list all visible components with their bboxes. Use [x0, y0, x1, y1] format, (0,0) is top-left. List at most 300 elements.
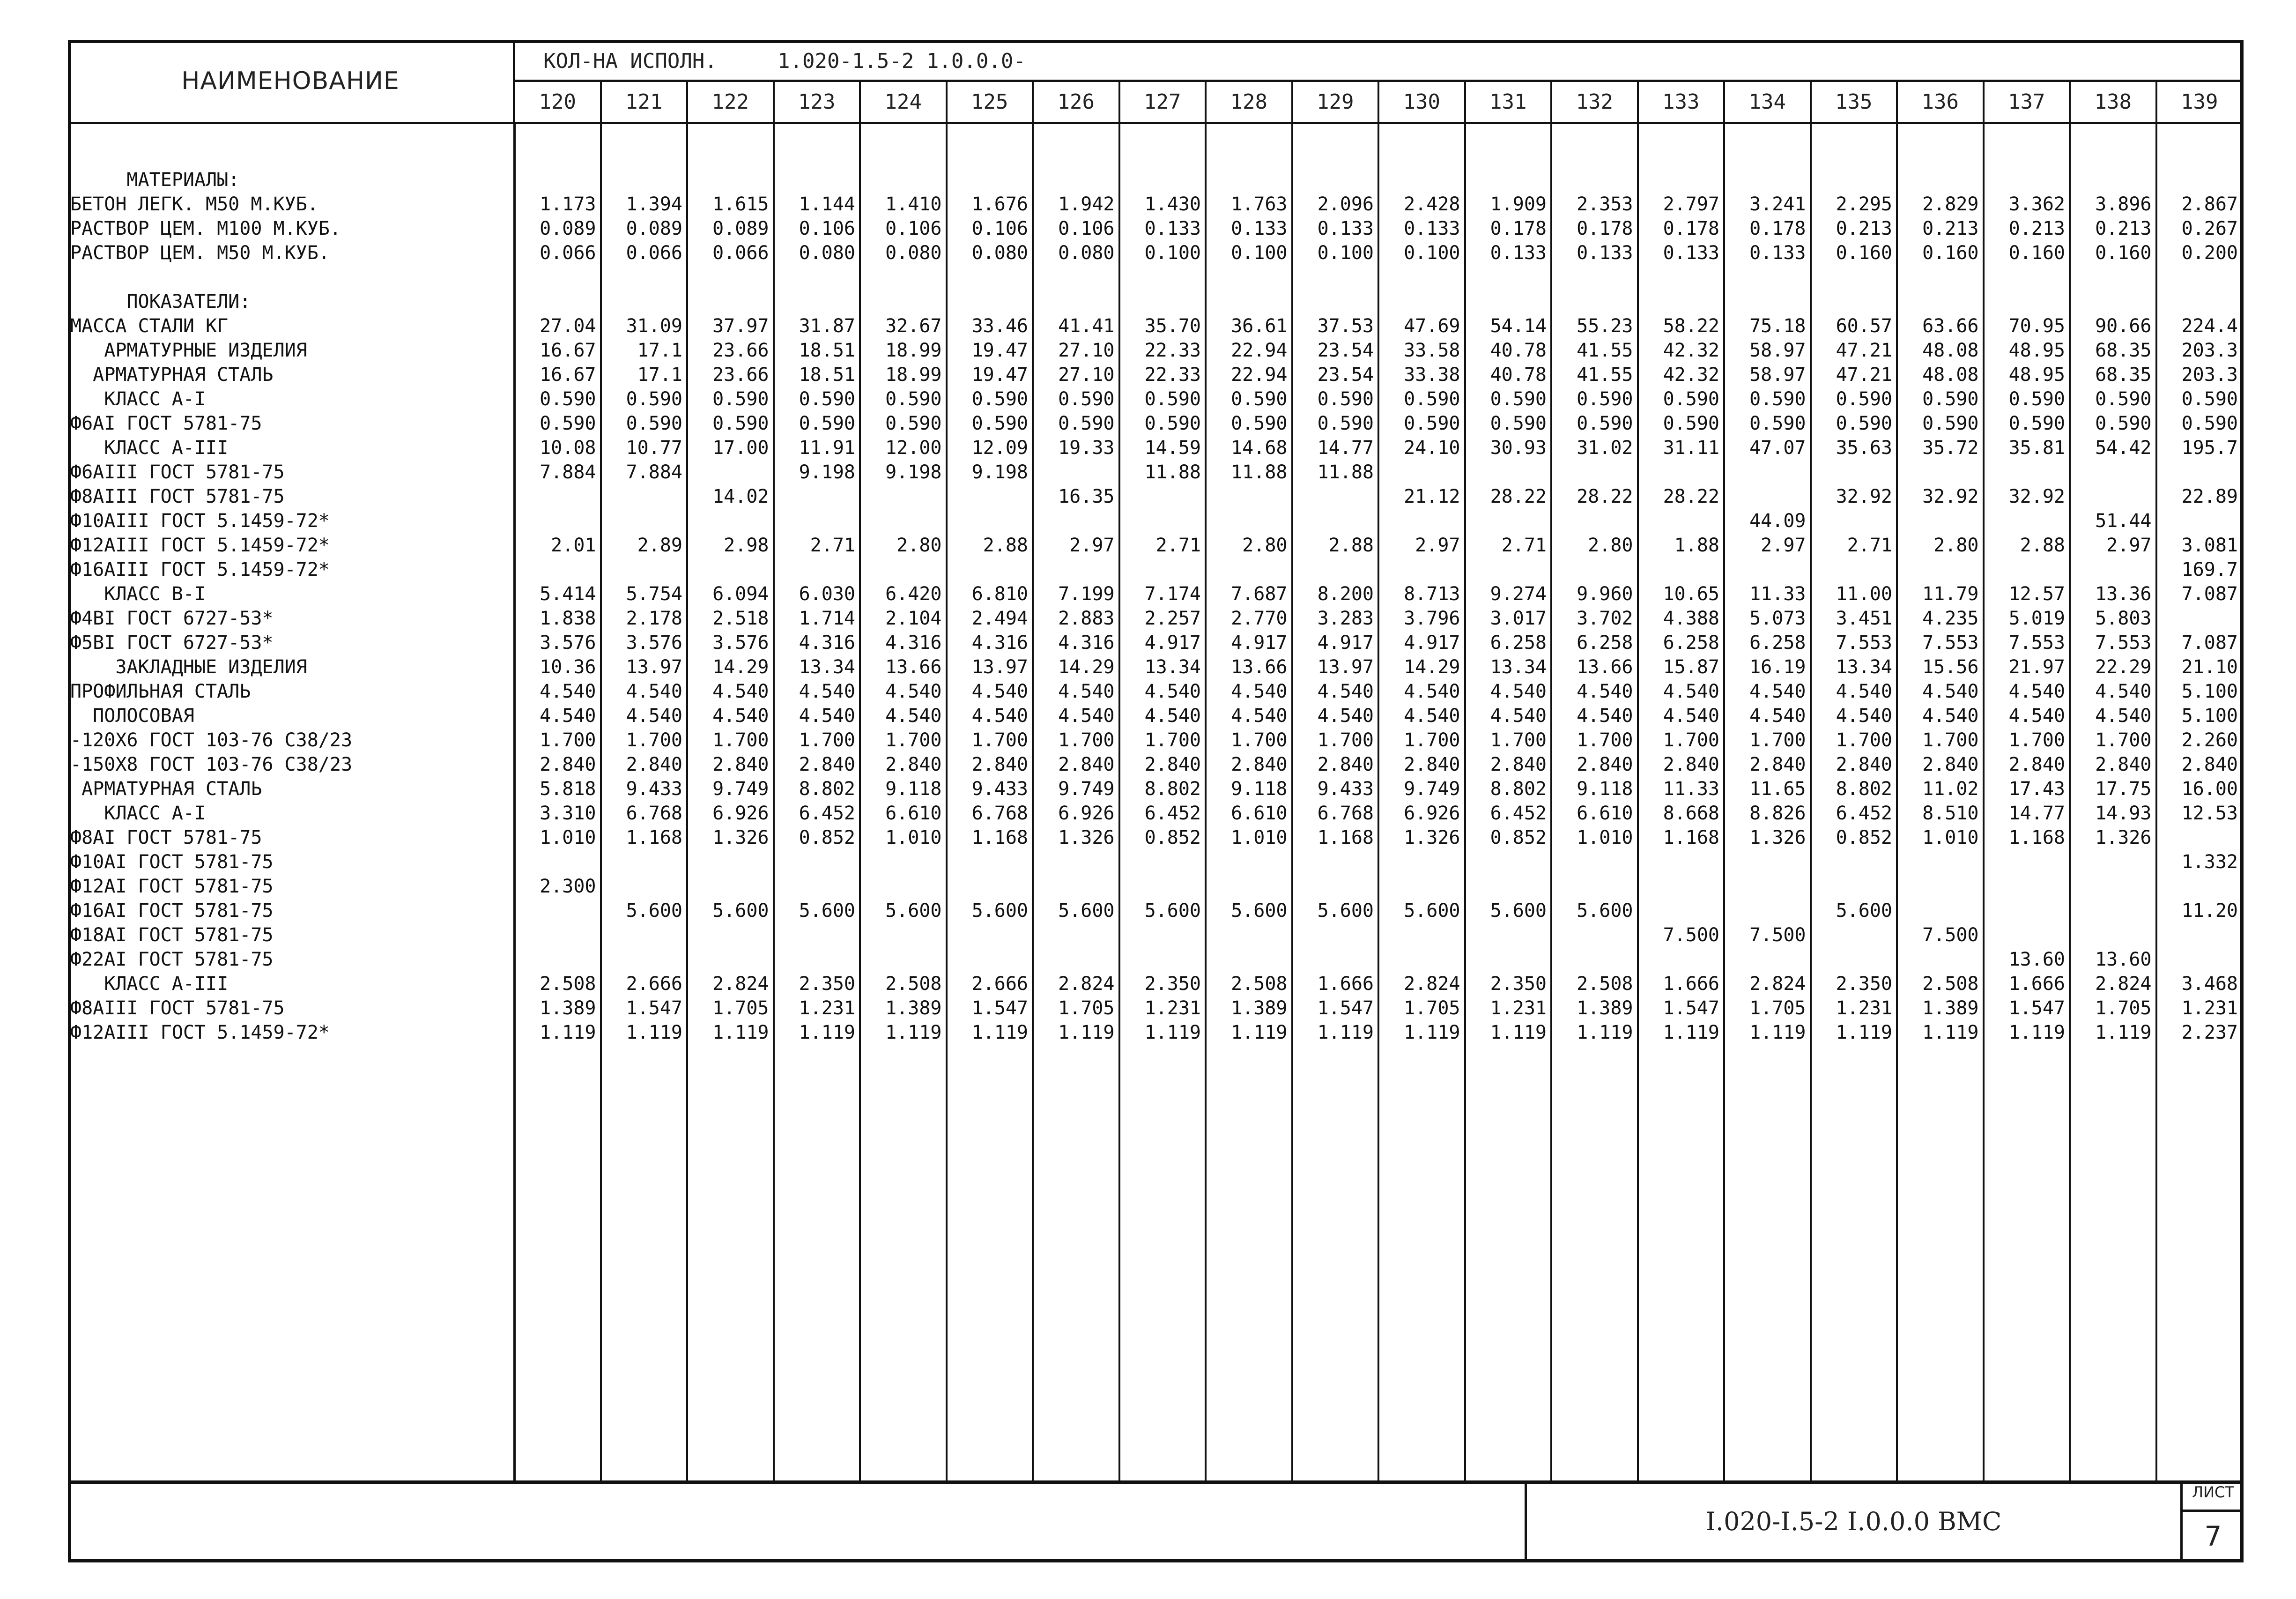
table-cell: 2.508 — [1577, 973, 1633, 995]
table-cell: 1.231 — [1144, 997, 1201, 1019]
table-cell: 1.700 — [885, 729, 942, 751]
table-cell: 7.199 — [1058, 583, 1115, 605]
table-cell: 1.700 — [1317, 729, 1374, 751]
table-cell: 18.51 — [799, 340, 855, 361]
table-cell: 13.34 — [1836, 656, 1892, 678]
table-cell: 42.32 — [1663, 364, 1719, 386]
table-cell: 0.213 — [1922, 218, 1979, 239]
column-header-138: 138 — [2071, 82, 2157, 124]
sheet-frame — [68, 40, 2244, 1562]
table-cell: 1.326 — [1058, 827, 1115, 848]
table-cell: 6.258 — [1749, 632, 1806, 654]
table-cell: 0.178 — [1749, 218, 1806, 239]
table-cell: 18.99 — [885, 364, 942, 386]
table-cell: 41.55 — [1577, 340, 1633, 361]
table-cell: 0.590 — [971, 388, 1028, 410]
table-cell: 31.09 — [626, 315, 682, 337]
table-cell: 70.95 — [2008, 315, 2065, 337]
table-cell: 0.133 — [1490, 242, 1547, 264]
table-cell: 4.540 — [1404, 705, 1460, 727]
table-cell: 9.960 — [1577, 583, 1633, 605]
column-header-120: 120 — [515, 82, 602, 124]
column-divider — [1723, 124, 1725, 1480]
table-cell: 1.010 — [1577, 827, 1633, 848]
table-cell: 32.92 — [2008, 486, 2065, 507]
row-label: Ф12АIII ГОСТ 5.1459-72* — [70, 535, 330, 556]
table-cell: 3.310 — [540, 803, 596, 824]
table-cell: 5.100 — [2181, 705, 2238, 727]
table-cell: 6.030 — [799, 583, 855, 605]
table-cell: 0.590 — [1490, 413, 1547, 434]
table-cell: 17.43 — [2008, 778, 2065, 800]
table-cell: 13.36 — [2095, 583, 2152, 605]
table-cell: 0.160 — [2008, 242, 2065, 264]
table-cell: 28.22 — [1663, 486, 1719, 507]
table-cell: 0.066 — [626, 242, 682, 264]
table-cell: 5.600 — [1836, 900, 1892, 922]
table-cell: 1.119 — [540, 1022, 596, 1043]
sheet-number-box — [2180, 1480, 2244, 1562]
table-cell: 0.590 — [971, 413, 1028, 434]
table-cell: 14.59 — [1144, 437, 1201, 459]
table-cell: 13.66 — [1231, 656, 1288, 678]
column-header-125: 125 — [948, 82, 1034, 124]
table-cell: 4.917 — [1144, 632, 1201, 654]
table-cell: 5.600 — [1231, 900, 1288, 922]
table-cell: 37.97 — [712, 315, 769, 337]
row-label: Ф10АI ГОСТ 5781-75 — [70, 851, 274, 873]
table-cell: 2.840 — [885, 754, 942, 775]
table-cell: 9.198 — [799, 461, 855, 483]
table-cell: 169.7 — [2181, 559, 2238, 580]
table-cell: 2.840 — [2181, 754, 2238, 775]
table-cell: 5.803 — [2095, 608, 2152, 629]
table-cell: 4.540 — [712, 681, 769, 702]
table-cell: 5.414 — [540, 583, 596, 605]
table-cell: 13.34 — [1490, 656, 1547, 678]
table-cell: 0.213 — [2095, 218, 2152, 239]
sheet-number: 7 — [2183, 1510, 2244, 1560]
table-cell: 0.590 — [799, 413, 855, 434]
table-cell: 31.87 — [799, 315, 855, 337]
table-cell: 11.88 — [1231, 461, 1288, 483]
table-cell: 21.10 — [2181, 656, 2238, 678]
table-cell: 1.700 — [799, 729, 855, 751]
table-cell: 30.93 — [1490, 437, 1547, 459]
row-label: Ф4ВI ГОСТ 6727-53* — [70, 608, 274, 629]
table-cell: 2.71 — [1155, 535, 1201, 556]
table-cell: 48.08 — [1922, 340, 1979, 361]
table-cell: 2.237 — [2181, 1022, 2238, 1043]
table-cell: 2.88 — [2020, 535, 2065, 556]
table-cell: 2.494 — [971, 608, 1028, 629]
row-label: КЛАСС А-III — [70, 973, 229, 995]
column-header-129: 129 — [1293, 82, 1380, 124]
table-cell: 1.010 — [540, 827, 596, 848]
table-cell: 35.63 — [1836, 437, 1892, 459]
table-cell: 0.213 — [1836, 218, 1892, 239]
table-cell: 10.77 — [626, 437, 682, 459]
table-cell: 1.700 — [971, 729, 1028, 751]
table-cell: 0.100 — [1317, 242, 1374, 264]
table-cell: 5.818 — [540, 778, 596, 800]
table-cell: 15.56 — [1922, 656, 1979, 678]
table-cell: 4.540 — [1836, 681, 1892, 702]
table-cell: 7.500 — [1922, 924, 1979, 946]
table-cell: 47.21 — [1836, 364, 1892, 386]
table-cell: 2.428 — [1404, 193, 1460, 215]
table-cell: 47.21 — [1836, 340, 1892, 361]
table-cell: 1.700 — [1836, 729, 1892, 751]
table-cell: 0.590 — [2181, 413, 2238, 434]
table-cell: 0.178 — [1490, 218, 1547, 239]
table-cell: 4.540 — [1490, 681, 1547, 702]
table-cell: 2.88 — [1328, 535, 1374, 556]
column-header-121: 121 — [602, 82, 689, 124]
table-cell: 13.97 — [971, 656, 1028, 678]
table-cell: 0.133 — [1317, 218, 1374, 239]
table-cell: 6.452 — [1490, 803, 1547, 824]
table-cell: 3.576 — [540, 632, 596, 654]
table-cell: 4.540 — [2008, 681, 2065, 702]
row-label: Ф16АI ГОСТ 5781-75 — [70, 900, 274, 922]
table-cell: 203.3 — [2181, 364, 2238, 386]
table-cell: 0.160 — [1922, 242, 1979, 264]
table-cell: 0.160 — [2095, 242, 2152, 264]
row-label: ПРОФИЛЬНАЯ СТАЛЬ — [70, 681, 251, 702]
table-cell: 2.096 — [1317, 193, 1374, 215]
table-cell: 2.840 — [626, 754, 682, 775]
table-cell: 1.909 — [1490, 193, 1547, 215]
table-cell: 0.590 — [1836, 413, 1892, 434]
table-cell: 1.547 — [1663, 997, 1719, 1019]
table-cell: 10.08 — [540, 437, 596, 459]
table-cell: 0.590 — [626, 388, 682, 410]
table-cell: 11.88 — [1144, 461, 1201, 483]
table-cell: 0.852 — [1490, 827, 1547, 848]
table-cell: 0.066 — [712, 242, 769, 264]
table-cell: 0.590 — [1058, 388, 1115, 410]
table-cell: 6.258 — [1490, 632, 1547, 654]
table-cell: 12.09 — [971, 437, 1028, 459]
table-cell: 0.852 — [1144, 827, 1201, 848]
table-cell: 1.119 — [1144, 1022, 1201, 1043]
table-cell: 7.884 — [540, 461, 596, 483]
table-cell: 2.840 — [971, 754, 1028, 775]
table-cell: 47.69 — [1404, 315, 1460, 337]
table-cell: 1.700 — [1577, 729, 1633, 751]
table-cell: 1.168 — [1317, 827, 1374, 848]
table-cell: 1.389 — [1922, 997, 1979, 1019]
column-header-132: 132 — [1552, 82, 1639, 124]
table-cell: 16.19 — [1749, 656, 1806, 678]
table-cell: 4.235 — [1922, 608, 1979, 629]
table-cell: 1.389 — [885, 997, 942, 1019]
table-cell: 13.66 — [1577, 656, 1633, 678]
column-divider — [1118, 124, 1120, 1480]
table-cell: 9.118 — [1231, 778, 1288, 800]
table-cell: 8.826 — [1749, 803, 1806, 824]
table-cell: 7.174 — [1144, 583, 1201, 605]
table-cell: 0.213 — [2008, 218, 2065, 239]
column-divider — [1550, 124, 1552, 1480]
table-cell: 2.300 — [540, 876, 596, 897]
table-cell: 2.71 — [1847, 535, 1892, 556]
table-cell: 22.94 — [1231, 340, 1288, 361]
table-cell: 63.66 — [1922, 315, 1979, 337]
table-cell: 2.666 — [626, 973, 682, 995]
table-cell: 1.389 — [540, 997, 596, 1019]
table-cell: 1.700 — [2008, 729, 2065, 751]
table-cell: 41.55 — [1577, 364, 1633, 386]
table-cell: 27.10 — [1058, 364, 1115, 386]
table-cell: 22.33 — [1144, 340, 1201, 361]
table-cell: 35.81 — [2008, 437, 2065, 459]
column-divider — [1464, 124, 1466, 1480]
column-divider — [1032, 124, 1034, 1480]
table-cell: 14.77 — [1317, 437, 1374, 459]
table-cell: 2.829 — [1922, 193, 1979, 215]
table-cell: 16.35 — [1058, 486, 1115, 507]
table-cell: 2.80 — [1933, 535, 1979, 556]
table-cell: 2.350 — [1490, 973, 1547, 995]
table-cell: 3.468 — [2181, 973, 2238, 995]
table-cell: 0.590 — [1404, 388, 1460, 410]
table-cell: 0.590 — [1317, 413, 1374, 434]
table-cell: 2.71 — [1501, 535, 1547, 556]
column-divider — [1637, 124, 1639, 1480]
table-cell: 5.600 — [1144, 900, 1201, 922]
table-cell: 2.824 — [2095, 973, 2152, 995]
table-cell: 19.47 — [971, 340, 1028, 361]
table-cell: 2.260 — [2181, 729, 2238, 751]
row-label: Ф16АIII ГОСТ 5.1459-72* — [70, 559, 330, 580]
table-cell: 4.540 — [540, 705, 596, 727]
table-cell: 0.590 — [1144, 388, 1201, 410]
table-cell: 4.540 — [1144, 705, 1201, 727]
table-cell: 6.094 — [712, 583, 769, 605]
table-cell: 1.231 — [1836, 997, 1892, 1019]
table-cell: 14.68 — [1231, 437, 1288, 459]
column-divider — [946, 124, 948, 1480]
table-cell: 1.700 — [1490, 729, 1547, 751]
table-cell: 0.590 — [799, 388, 855, 410]
table-cell: 1.666 — [1317, 973, 1374, 995]
table-cell: 3.241 — [1749, 193, 1806, 215]
table-cell: 4.540 — [1231, 681, 1288, 702]
table-cell: 2.508 — [540, 973, 596, 995]
table-cell: 2.350 — [1836, 973, 1892, 995]
table-cell: 0.590 — [712, 388, 769, 410]
table-cell: 3.796 — [1404, 608, 1460, 629]
table-cell: 3.896 — [2095, 193, 2152, 215]
table-cell: 12.57 — [2008, 583, 2065, 605]
table-cell: 1.547 — [971, 997, 1028, 1019]
table-cell: 5.600 — [1577, 900, 1633, 922]
table-cell: 6.768 — [1317, 803, 1374, 824]
table-cell: 0.852 — [799, 827, 855, 848]
table-cell: 17.1 — [637, 340, 682, 361]
table-cell: 0.267 — [2181, 218, 2238, 239]
table-cell: 8.510 — [1922, 803, 1979, 824]
table-cell: 8.802 — [799, 778, 855, 800]
table-cell: 5.754 — [626, 583, 682, 605]
table-cell: 0.590 — [1231, 413, 1288, 434]
table-cell: 9.749 — [1404, 778, 1460, 800]
table-cell: 1.168 — [626, 827, 682, 848]
row-label: Ф8АI ГОСТ 5781-75 — [70, 827, 262, 848]
table-cell: 4.540 — [540, 681, 596, 702]
column-divider — [1810, 124, 1812, 1480]
table-cell: 36.61 — [1231, 315, 1288, 337]
table-cell: 32.92 — [1922, 486, 1979, 507]
table-cell: 9.433 — [626, 778, 682, 800]
table-cell: 2.295 — [1836, 193, 1892, 215]
table-cell: 0.590 — [1922, 413, 1979, 434]
row-label: -150Х8 ГОСТ 103-76 С38/23 — [70, 754, 353, 775]
table-cell: 1.705 — [2095, 997, 2152, 1019]
table-cell: 48.95 — [2008, 340, 2065, 361]
table-cell: 2.840 — [1231, 754, 1288, 775]
column-header-130: 130 — [1379, 82, 1466, 124]
column-divider — [686, 124, 688, 1480]
table-cell: 2.840 — [712, 754, 769, 775]
table-cell: 8.713 — [1404, 583, 1460, 605]
table-cell: 6.258 — [1577, 632, 1633, 654]
table-cell: 0.133 — [1144, 218, 1201, 239]
table-cell: 1.942 — [1058, 193, 1115, 215]
table-cell: 19.47 — [971, 364, 1028, 386]
table-cell: 2.80 — [896, 535, 942, 556]
table-cell: 11.91 — [799, 437, 855, 459]
table-cell: 4.540 — [971, 681, 1028, 702]
table-cell: 0.089 — [540, 218, 596, 239]
table-cell: 51.44 — [2095, 510, 2152, 532]
table-cell: 4.540 — [1317, 681, 1374, 702]
row-label: Ф22АI ГОСТ 5781-75 — [70, 949, 274, 970]
table-cell: 37.53 — [1317, 315, 1374, 337]
table-cell: 14.02 — [712, 486, 769, 507]
table-cell: 0.590 — [1663, 413, 1719, 434]
table-cell: 4.540 — [1577, 705, 1633, 727]
table-cell: 7.553 — [2008, 632, 2065, 654]
table-cell: 19.33 — [1058, 437, 1115, 459]
table-cell: 0.590 — [1663, 388, 1719, 410]
table-cell: 7.087 — [2181, 583, 2238, 605]
quantity-label: КОЛ-НА ИСПОЛН. — [543, 49, 717, 73]
title-block-code: I.020-I.5-2 I.0.0.0 ВМС — [1525, 1480, 2180, 1562]
table-cell: 1.119 — [1749, 1022, 1806, 1043]
table-cell: 0.590 — [540, 388, 596, 410]
table-cell: 6.420 — [885, 583, 942, 605]
document-code-header: 1.020-1.5-2 1.0.0.0- — [778, 49, 1026, 73]
table-cell: 0.590 — [1922, 388, 1979, 410]
table-cell: 18.99 — [885, 340, 942, 361]
table-cell: 6.768 — [626, 803, 682, 824]
table-cell: 6.610 — [1577, 803, 1633, 824]
table-cell: 0.080 — [885, 242, 942, 264]
table-cell: 1.119 — [1663, 1022, 1719, 1043]
table-cell: 16.67 — [540, 364, 596, 386]
table-cell: 40.78 — [1490, 364, 1547, 386]
row-label: КЛАСС А-I — [70, 388, 206, 410]
table-cell: 0.590 — [626, 413, 682, 434]
table-cell: 0.590 — [2181, 388, 2238, 410]
row-label: АРМАТУРНЫЕ ИЗДЕЛИЯ — [70, 340, 307, 361]
table-cell: 4.540 — [1663, 705, 1719, 727]
table-cell: 7.500 — [1749, 924, 1806, 946]
table-cell: 1.700 — [2095, 729, 2152, 751]
table-cell: 11.00 — [1836, 583, 1892, 605]
table-cell: 8.200 — [1317, 583, 1374, 605]
table-cell: 5.600 — [971, 900, 1028, 922]
table-cell: 1.700 — [540, 729, 596, 751]
table-cell: 1.700 — [1144, 729, 1201, 751]
table-cell: 0.852 — [1836, 827, 1892, 848]
row-label: АРМАТУРНАЯ СТАЛЬ — [70, 364, 274, 386]
table-cell: 13.34 — [799, 656, 855, 678]
row-label: ПОЛОСОВАЯ — [70, 705, 194, 727]
table-cell: 18.51 — [799, 364, 855, 386]
table-cell: 0.100 — [1231, 242, 1288, 264]
table-cell: 11.02 — [1922, 778, 1979, 800]
table-cell: 17.00 — [712, 437, 769, 459]
table-cell: 0.590 — [1058, 413, 1115, 434]
table-cell: 0.106 — [1058, 218, 1115, 239]
table-cell: 1.700 — [1663, 729, 1719, 751]
table-cell: 2.350 — [1144, 973, 1201, 995]
table-cell: 6.452 — [799, 803, 855, 824]
table-cell: 2.508 — [1231, 973, 1288, 995]
table-cell: 5.073 — [1749, 608, 1806, 629]
table-cell: 58.97 — [1749, 340, 1806, 361]
table-cell: 2.508 — [885, 973, 942, 995]
table-cell: 9.118 — [885, 778, 942, 800]
table-cell: 2.01 — [551, 535, 596, 556]
table-cell: 4.540 — [799, 681, 855, 702]
table-cell: 4.316 — [799, 632, 855, 654]
table-cell: 1.700 — [626, 729, 682, 751]
table-cell: 2.840 — [2008, 754, 2065, 775]
table-cell: 41.41 — [1058, 315, 1115, 337]
table-cell: 1.010 — [885, 827, 942, 848]
table-cell: 22.33 — [1144, 364, 1201, 386]
table-cell: 2.840 — [1317, 754, 1374, 775]
table-cell: 203.3 — [2181, 340, 2238, 361]
table-cell: 16.00 — [2181, 778, 2238, 800]
table-cell: 1.119 — [1058, 1022, 1115, 1043]
table-cell: 32.67 — [885, 315, 942, 337]
row-label: Ф5ВI ГОСТ 6727-53* — [70, 632, 274, 654]
table-cell: 1.119 — [2008, 1022, 2065, 1043]
table-cell: 1.389 — [1231, 997, 1288, 1019]
column-header-128: 128 — [1207, 82, 1293, 124]
table-cell: 4.540 — [712, 705, 769, 727]
table-cell: 14.29 — [1404, 656, 1460, 678]
table-cell: 1.666 — [1663, 973, 1719, 995]
table-cell: 1.547 — [1317, 997, 1374, 1019]
table-cell: 1.231 — [799, 997, 855, 1019]
table-cell: 1.547 — [2008, 997, 2065, 1019]
table-cell: 11.65 — [1749, 778, 1806, 800]
table-cell: 4.540 — [1231, 705, 1288, 727]
table-cell: 0.066 — [540, 242, 596, 264]
table-cell: 2.883 — [1058, 608, 1115, 629]
table-cell: 2.88 — [983, 535, 1028, 556]
table-cell: 9.198 — [885, 461, 942, 483]
table-cell: 9.274 — [1490, 583, 1547, 605]
table-cell: 42.32 — [1663, 340, 1719, 361]
